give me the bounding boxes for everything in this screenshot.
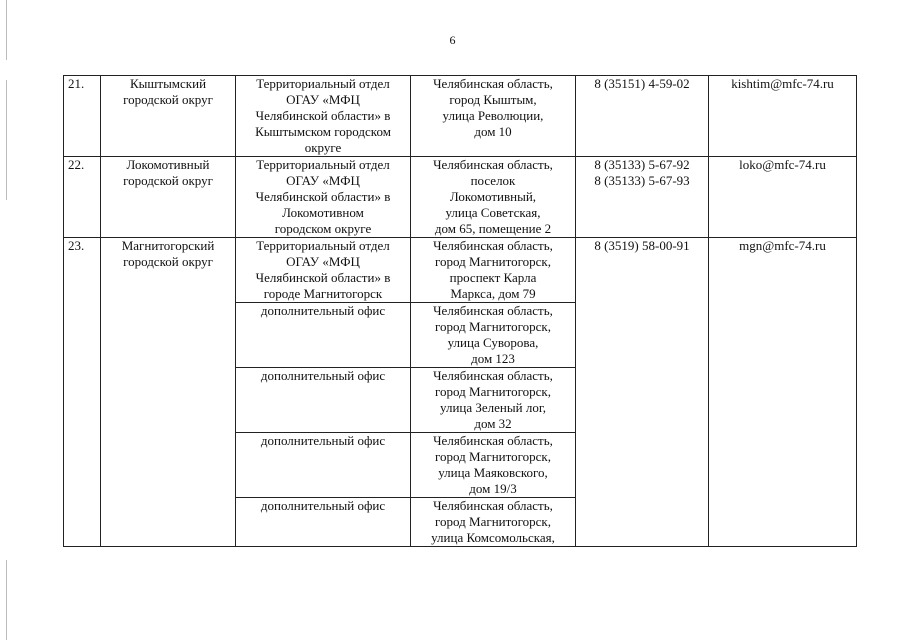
district-cell (101, 76, 236, 157)
scan-margin-mark (6, 0, 7, 60)
office-name-line: дополнительный офис (260, 433, 386, 448)
district-line: городской округ (123, 254, 213, 269)
address-line: Челябинская область, (433, 433, 553, 448)
office-name-line: Территориальный отдел (256, 76, 390, 91)
address-cell (411, 238, 576, 303)
office-name-line: Кыштымском городском (255, 124, 391, 139)
page-number: 6 (449, 33, 456, 47)
phone-cell (576, 76, 709, 157)
mfc-offices-table (63, 75, 857, 547)
district-line: Магнитогорский (121, 238, 215, 253)
row-number: 21. (64, 76, 101, 157)
address-line: город Кыштым, (449, 92, 537, 107)
scan-margin-mark (6, 80, 7, 200)
phone-cell (576, 238, 709, 547)
office-name-cell (236, 498, 411, 547)
address-line: поселок (470, 173, 516, 188)
table-body (64, 76, 857, 547)
office-name-cell (236, 303, 411, 368)
address-line: дом 123 (471, 351, 515, 366)
office-name-line: городском округе (274, 221, 372, 236)
office-name-line: Челябинской области» в (255, 108, 391, 123)
district-cell (101, 238, 236, 547)
office-name-line: Территориальный отдел (256, 238, 390, 253)
table-row (64, 76, 857, 157)
address-line: город Магнитогорск, (435, 514, 551, 529)
address-line: Челябинская область, (433, 157, 553, 172)
address-line: город Магнитогорск, (435, 319, 551, 334)
address-line: дом 32 (474, 416, 512, 431)
office-name-cell (236, 76, 411, 157)
address-line: город Магнитогорск, (435, 384, 551, 399)
district-line: городской округ (123, 173, 213, 188)
address-line: город Магнитогорск, (435, 449, 551, 464)
email-cell: mgn@mfc-74.ru (709, 238, 857, 547)
table-row (64, 238, 857, 303)
office-name-line: дополнительный офис (260, 498, 386, 513)
phone-line: 8 (35151) 4-59-02 (594, 76, 690, 91)
district-line: Локомотивный (126, 157, 210, 172)
address-line: дом 19/3 (469, 481, 517, 496)
office-name-cell (236, 433, 411, 498)
office-name-cell (236, 157, 411, 238)
address-cell (411, 433, 576, 498)
address-line: город Магнитогорск, (435, 254, 551, 269)
address-cell (411, 498, 576, 547)
row-number: 23. (64, 238, 101, 547)
office-name-line: округе (304, 140, 342, 155)
address-line: Челябинская область, (433, 303, 553, 318)
address-line: проспект Карла (449, 270, 537, 285)
table-row (64, 157, 857, 238)
district-line: Кыштымский (129, 76, 207, 91)
office-name-line: ОГАУ «МФЦ (286, 92, 360, 107)
office-name-line: ОГАУ «МФЦ (286, 173, 360, 188)
address-cell (411, 157, 576, 238)
address-line: Челябинская область, (433, 368, 553, 383)
email-cell: kishtim@mfc-74.ru (709, 76, 857, 157)
address-line: дом 10 (474, 124, 512, 139)
phone-line: 8 (35133) 5-67-92 (594, 157, 690, 172)
phone-line: 8 (35133) 5-67-93 (594, 173, 690, 188)
address-line: улица Суворова, (447, 335, 539, 350)
district-cell (101, 157, 236, 238)
office-name-line: Территориальный отдел (256, 157, 390, 172)
address-line: Маркса, дом 79 (450, 286, 536, 301)
office-name-cell (236, 368, 411, 433)
office-name-line: ОГАУ «МФЦ (286, 254, 360, 269)
office-name-line: Челябинской области» в (255, 189, 391, 204)
address-cell (411, 368, 576, 433)
address-line: Челябинская область, (433, 498, 553, 513)
address-line: Локомотивный, (449, 189, 537, 204)
office-name-cell (236, 238, 411, 303)
address-line: дом 65, помещение 2 (434, 221, 552, 236)
address-line: улица Советская, (445, 205, 541, 220)
address-line: улица Комсомольская, (431, 530, 555, 545)
address-cell (411, 76, 576, 157)
address-cell (411, 303, 576, 368)
office-name-line: Челябинской области» в (255, 270, 391, 285)
address-line: Челябинская область, (433, 238, 553, 253)
office-name-line: дополнительный офис (260, 368, 386, 383)
address-line: улица Зеленый лог, (440, 400, 546, 415)
phone-cell (576, 157, 709, 238)
email-cell: loko@mfc-74.ru (709, 157, 857, 238)
scan-margin-mark (6, 560, 7, 640)
office-name-line: дополнительный офис (260, 303, 386, 318)
office-name-line: городе Магнитогорск (263, 286, 383, 301)
district-line: городской округ (123, 92, 213, 107)
address-line: улица Революции, (442, 108, 544, 123)
office-name-line: Локомотивном (282, 205, 364, 220)
address-line: улица Маяковского, (438, 465, 548, 480)
address-line: Челябинская область, (433, 76, 553, 91)
phone-line: 8 (3519) 58-00-91 (594, 238, 690, 253)
row-number: 22. (64, 157, 101, 238)
